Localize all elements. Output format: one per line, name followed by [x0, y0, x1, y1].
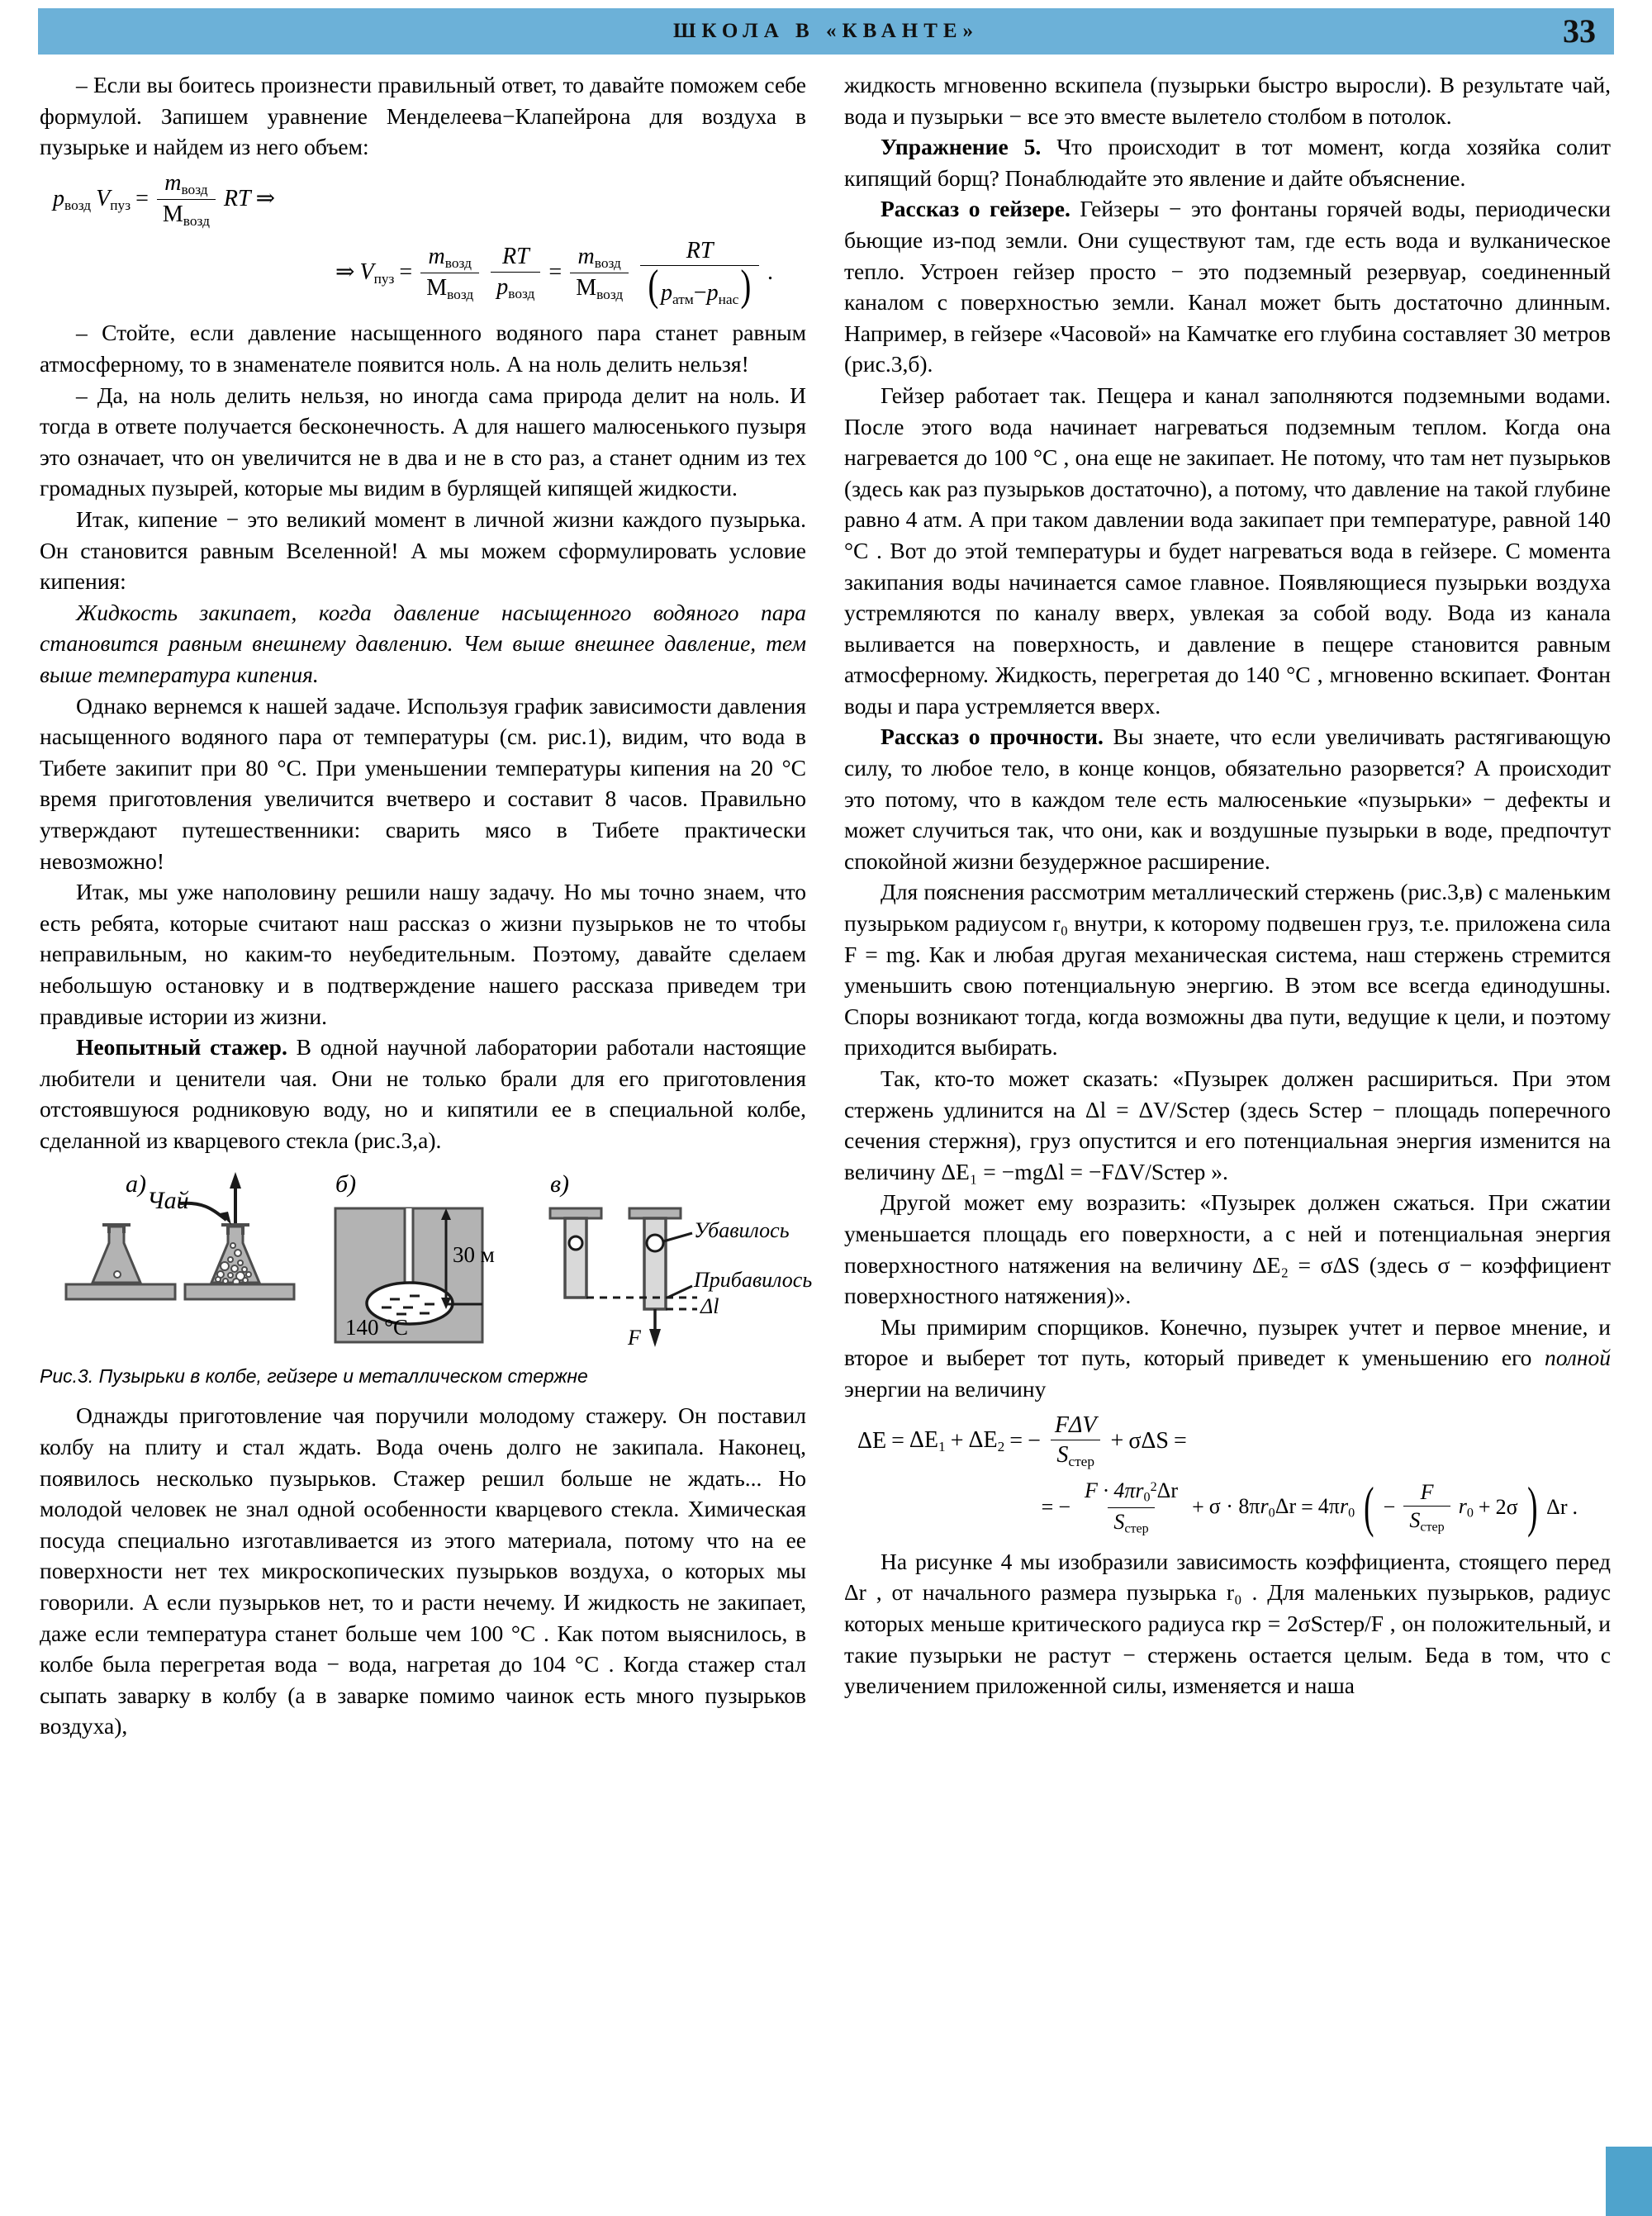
- symbol-S: S: [1409, 1508, 1421, 1533]
- paragraph: Итак, кипение − это великий момент в личной жизни каждого пузырька. Он становится равным Вселенной! А мы можем сформулировать условие кипения:: [40, 506, 806, 595]
- rod-right-mount: [629, 1208, 681, 1218]
- fraction: [1049, 1413, 1103, 1470]
- rod-right-body: [644, 1218, 666, 1309]
- period: .: [767, 259, 773, 286]
- ubavilos-leader: [663, 1233, 692, 1241]
- implies-arrow: ⇒: [335, 259, 355, 286]
- superscript: 2: [1150, 1480, 1157, 1495]
- symbol-delta-r: Δr: [1156, 1478, 1179, 1503]
- implies-arrow: ⇒: [255, 186, 276, 212]
- text-run: Однако вернемся к нашей задаче. Используя график зависимости давления насыщенного водяного пара от температуры (см. рис.1), видим, что вода в Тибете закипит при: [40, 692, 806, 781]
- subscript: возд: [183, 212, 210, 229]
- rod-left-body: [565, 1218, 586, 1298]
- subscript: 1: [938, 1438, 946, 1454]
- text-run: В одной научной лаборатории работали настоящие любители и ценители чая. Они не только брали для его приготовления отстоявшуюся родниковую воду, но и кипятили ее в специальной колбе, сделанной из кварцевого стекла (рис.3,а).: [40, 1034, 806, 1153]
- symbol-p: p: [53, 185, 64, 211]
- figure-caption: Рис.3. Пузырьки в колбе, гейзере и металлическом стержне: [40, 1365, 588, 1388]
- paragraph: Для пояснения рассмотрим металлический стержень (рис.3,в) с маленьким пузырьком радиусом r₀ внутри, к которому подвешен груз, т.е. приложена сила F = mg. Как и любая другая механическая система, наш стержень стремится уменьшить свою потенциальную энергию. В этом все всегда единодушны. Споры возникают тогда, когда возможны два пути, ведущие к цели, и поэтому приходится выбирать.: [844, 879, 1611, 1061]
- label-force-F: F: [628, 1326, 641, 1350]
- label-delta-l: Δl: [700, 1294, 719, 1319]
- subscript: пуз: [373, 270, 395, 287]
- subscript: 2: [997, 1438, 1005, 1454]
- numerator: FΔV: [1054, 1412, 1097, 1438]
- paragraph: – Стойте, если давление насыщенного водяного пара станет равным атмосферному, то в знаменателе появится ноль. А на ноль делить нельзя!: [40, 320, 806, 377]
- minus-sign: −: [1383, 1495, 1396, 1520]
- fraction: [157, 171, 216, 229]
- formula-energy-expanded: [844, 1476, 1611, 1539]
- plus-sign: +: [1110, 1427, 1124, 1454]
- plus-sign: +: [1192, 1495, 1204, 1520]
- symbol-M: M: [426, 274, 448, 301]
- paren-open: (: [648, 261, 659, 311]
- paragraph: Так, кто-то может сказать: «Пузырек должен расшириться. При этом стержень удлинится на Δl = ΔV/Sстер (здесь Sстер − площадь поперечного сечения стержня), груз опустится и его потенциальная энергия изменится на величину ΔE₁ = −mgΔl = −FΔV/Sстер ».: [844, 1065, 1611, 1184]
- symbol-delta-r: Δr: [1546, 1495, 1568, 1520]
- eruption-arrow-head: [230, 1172, 241, 1189]
- subscript: 0: [1466, 1506, 1474, 1521]
- label-ubavilos: Убавилось: [694, 1218, 790, 1243]
- subscript: 0: [1143, 1490, 1151, 1505]
- rod-left-defect-bubble: [569, 1236, 582, 1250]
- paragraph: жидкость мгновенно вскипела (пузырьки быстро выросли). В результате чай, вода и пузырьки − все это вместе вылетело столбом в потолок.: [844, 72, 1611, 129]
- symbol-deltaE1: ΔE: [909, 1426, 939, 1453]
- page-number: 33: [1563, 12, 1596, 50]
- text-run: Что происходит в тот момент, когда хозяйка солит кипящий борщ? Понаблюдайте это явление и дайте объяснение.: [844, 134, 1612, 191]
- paren-close: ): [740, 261, 752, 311]
- paragraph: [844, 1312, 1611, 1405]
- symbol-delta-r: Δr: [1275, 1493, 1297, 1518]
- equals-sign: =: [548, 259, 563, 286]
- subscript: возд: [594, 254, 621, 271]
- subscript: стер: [1420, 1520, 1445, 1535]
- paragraph: Однажды приготовление чая поручили молодому стажеру. Он поставил колбу на плиту и стал ждать. Вода очень долго не закипала. Наконец, появилось несколько пузырьков. Стажер решил больше не ждать... Но молодой человек не знал одной особенности кварцевого стекла. Химическая посуда специально изготавливается из этого материала, потому что на ее поверхности нет тех микроскопических пузырьков воздуха, о которых мы говорили. А если пузырьков нет, то и расти нечему. И жидкость не закипает, даже если температура станет больше чем 100 °C . Как потом выяснилось, в колбе была перегретая вода − вода, нагретая до 104 °C . Когда стажер стал сыпать заварку в колбу (а в заварке помимо чаинок есть много пузырьков воздуха),: [40, 1402, 806, 1739]
- numerator: [681, 239, 719, 266]
- symbol-p: p: [660, 280, 672, 306]
- numerator: [1079, 1479, 1184, 1507]
- symbol-M: M: [162, 201, 183, 227]
- text-run: Вы знаете, что если увеличивать растягивающую силу, то любое тело, в конце концов, обязательно разорвется? А происходит это потому, что в каждом теле есть малюсенькие «пузырьки» − дефекты и может случиться так, что они, как и воздушные пузырьки в воде, предпочтут спокойной жизни безудержное расширение.: [844, 724, 1611, 874]
- equals-sign: =: [399, 259, 413, 286]
- symbol-m: m: [577, 243, 595, 269]
- numerator: [572, 244, 627, 273]
- denominator: [1403, 1506, 1450, 1535]
- left-column: [40, 69, 813, 1742]
- equals-sign: =: [135, 186, 149, 212]
- denominator: [570, 273, 629, 302]
- equals-sign: =: [1174, 1427, 1187, 1454]
- paragraph-geyser-story: [844, 193, 1611, 380]
- pribavilos-leader: [667, 1286, 692, 1298]
- symbol-p: p: [706, 280, 719, 306]
- fraction: [420, 244, 479, 302]
- temperature-value: 80 °C: [245, 754, 301, 781]
- figure-sublabel-v: в): [550, 1170, 570, 1198]
- page-title: ШКОЛА В «КВАНТЕ»: [672, 20, 980, 42]
- symbol-4pi: 4π: [1317, 1493, 1340, 1518]
- denominator: [640, 261, 759, 311]
- geyser-temperature-label: 140 °C: [345, 1315, 409, 1341]
- symbol-deltaE: ΔE: [857, 1427, 887, 1454]
- fraction: [640, 237, 759, 311]
- subscript: стер: [1124, 1521, 1149, 1536]
- denominator: [420, 273, 479, 302]
- symbol-V: V: [96, 185, 111, 211]
- emphasis-polnoy: полной: [1545, 1345, 1611, 1371]
- formula-volume-bubble: [40, 237, 806, 311]
- numerator: [159, 171, 213, 199]
- symbol-sigma-deltaS: σΔS: [1128, 1427, 1169, 1454]
- force-arrow-head: [649, 1329, 661, 1347]
- paragraph: На рисунке 4 мы изобразили зависимость коэффициента, стоящего перед Δr , от начального размера пузырька r₀ . Для маленьких пузырьков, радиус которых меньше критического радиуса rкр = 2σSстер/F , он положительный, и такие пузырьки не растут − стержень остается целым. Беда в том, что с увеличением приложенной силы, изменяется и наша: [844, 1548, 1611, 1699]
- equals-sign: =: [1301, 1495, 1313, 1520]
- paragraph-exercise-5: [844, 131, 1611, 193]
- denominator: [157, 199, 216, 229]
- figure-sublabel-a: а): [126, 1170, 146, 1198]
- symbol-M: M: [576, 274, 597, 301]
- paragraph-lead-in: Рассказ о прочности.: [881, 724, 1104, 750]
- paragraph: – Да, на ноль делить нельзя, но иногда сама природа делит на ноль. И тогда в ответе получается бесконечность. А для нашего малюсенького пузыря это означает, что он увеличится не в два и не в сто раз, а станет одним из тех громадных пузырей, которые мы видим в бурлящей кипящей жидкости.: [40, 382, 806, 501]
- numerator: F: [1420, 1479, 1434, 1504]
- symbol-r: r: [1135, 1478, 1144, 1503]
- subscript: возд: [447, 286, 474, 302]
- numerator: [423, 244, 477, 273]
- symbol-F-4pi: F · 4π: [1085, 1478, 1136, 1503]
- subscript: 0: [1348, 1506, 1355, 1521]
- equals-sign: =: [1009, 1427, 1023, 1454]
- symbol-V: V: [359, 259, 374, 285]
- fraction: [570, 244, 629, 302]
- exercise-lead-in: Упражнение 5.: [881, 134, 1042, 160]
- rod-right-defect-bubble: [647, 1235, 663, 1251]
- symbol-2sigma: 2σ: [1495, 1495, 1518, 1520]
- symbol-r: r: [1260, 1493, 1269, 1518]
- fraction: [1403, 1481, 1450, 1535]
- paragraph-strength-story: [844, 721, 1611, 876]
- fraction: [1079, 1479, 1184, 1535]
- subscript: пуз: [110, 197, 131, 213]
- paragraph-boiling-condition: Жидкость закипает, когда давление насыщенного водяного пара становится равным внешнему давлению. Чем выше внешнее давление, тем выше температура кипения.: [40, 599, 806, 687]
- paragraph-intern-story: [40, 1032, 806, 1155]
- paragraph: Итак, мы уже наполовину решили нашу задачу. Но мы точно знаем, что есть ребята, которые считают наш рассказ о жизни пузырьков не то чтобы неправильным, но каким-то неубедительным. Поэтому, давайте сделаем небольшую остановку и в подтверждение нашего рассказа приведем три правдивые истории из жизни.: [40, 879, 806, 1029]
- rod-left-mount: [550, 1208, 601, 1218]
- minus-sign: −: [1058, 1495, 1070, 1520]
- subscript: возд: [64, 197, 92, 213]
- bubble: [114, 1271, 121, 1278]
- denominator: [1108, 1507, 1154, 1536]
- paragraph-lead-in: Неопытный стажер.: [76, 1034, 287, 1061]
- subscript: возд: [596, 286, 624, 302]
- paragraph: – Если вы боитесь произнести правильный ответ, то давайте поможем себе формулой. Запишем уравнение Менделеева−Клапейрона для воздуха в пузырьке и найдем из него объем:: [40, 72, 806, 160]
- subscript: стер: [1068, 1454, 1095, 1470]
- subscript: возд: [508, 285, 535, 301]
- label-pribavilos: Прибавилось: [694, 1268, 813, 1293]
- symbol-m: m: [164, 169, 182, 196]
- text-run: Мы примирим спорщиков. Конечно, пузырек учтет и первое мнение, и второе и выберет тот путь, который приведет к уменьшению его: [844, 1313, 1611, 1371]
- geyser-depth-label: 30 м: [453, 1242, 495, 1268]
- subscript: возд: [444, 254, 472, 271]
- symbol-sigma-8pi: σ · 8π: [1208, 1493, 1260, 1518]
- symbol-p: p: [496, 273, 509, 300]
- symbol-RT: RT: [223, 186, 251, 212]
- plus-sign: +: [950, 1427, 964, 1454]
- symbol-RT: RT: [686, 237, 714, 263]
- paragraph-lead-in: Рассказ о гейзере.: [881, 196, 1070, 222]
- symbol-S: S: [1056, 1442, 1069, 1469]
- paragraph: [40, 690, 806, 877]
- minus-sign: −: [693, 280, 707, 306]
- denominator: [491, 272, 540, 301]
- page-corner-tab: [1606, 2147, 1652, 2216]
- formula-energy-change: [844, 1413, 1611, 1470]
- symbol-r: r: [1339, 1493, 1349, 1518]
- subscript: атм: [672, 292, 694, 308]
- subscript: нас: [718, 292, 739, 308]
- numerator: [496, 244, 535, 272]
- symbol-S: S: [1113, 1509, 1125, 1534]
- denominator: [1051, 1440, 1100, 1469]
- text-run: энергии на величину: [844, 1375, 1047, 1402]
- symbol-r: r: [1458, 1493, 1467, 1518]
- paragraph: Другой может ему возразить: «Пузырек должен сжаться. При сжатии уменьшается площадь его поверхности, а с ней и потенциальная энергия поверхностного натяжения на величину ΔE₂ = σΔS (здесь σ − коэффициент поверхностного натяжения)».: [844, 1189, 1611, 1309]
- figure-3: [40, 1167, 813, 1357]
- page-header-band: [38, 8, 1614, 55]
- formula-menedeleev-clapeyron: [40, 171, 806, 229]
- symbol-m: m: [428, 243, 445, 269]
- text-run: . При уменьшении температуры кипения на 20 °C время приготовления увеличится вчетверо и составит 8 часов. Правильно утверждают путешественники: сварить мясо в Тибете практически невозможно!: [40, 754, 806, 874]
- tea-label: Чай: [147, 1187, 189, 1215]
- paragraph: Гейзер работает так. Пещера и канал заполняются подземными водами. После этого вода начинает нагреваться подземным теплом. Когда она нагревается до 100 °C , она еще не закипает. Не потому, что там нет пузырьков (здесь как раз пузырьков достаточно), а потому, что давление на такой глубине равно 4 атм. А при таком давлении вода закипает при температуре, равной 140 °C . Вот до этой температуры и будет нагреваться вода в гейзере. С момента закипания воды начинается самое главное. Появляющиеся пузырьки воздуха устремляются по каналу вверх, увлекая за собой воду. Вода из канала выливается на поверхность, и давление в пещере становится равным атмосферному. Жидкость, перегретая до 140 °C , мгновенно вскипает. Фонтан воды и пара устремляется вверх.: [844, 382, 1611, 719]
- text-run: Гейзеры − это фонтаны горячей воды, периодически бьющие из-под земли. Они существуют там, где есть вода и вулканическое тепло. Устроен гейзер просто − это подземный резервуар, соединенный каналом с поверхностью земли. Канал может быть достаточно длинным. Например, в гейзере «Часовой» на Камчатке его глубина составляет 30 метров (рис.3,б).: [844, 196, 1612, 377]
- right-column: [844, 69, 1611, 1701]
- hotplate-left: [66, 1284, 175, 1299]
- paren-open: (: [1364, 1476, 1374, 1539]
- paren-close: ): [1526, 1476, 1538, 1539]
- plus-sign: +: [1478, 1495, 1491, 1520]
- subscript: 0: [1268, 1506, 1275, 1521]
- subscript: возд: [181, 181, 208, 197]
- figure-sublabel-b: б): [335, 1170, 357, 1198]
- symbol-deltaE2: ΔE: [968, 1426, 998, 1453]
- hotplate-right: [185, 1284, 294, 1299]
- minus-sign: −: [1028, 1427, 1041, 1454]
- symbol-RT: RT: [501, 244, 529, 270]
- fraction: [491, 244, 540, 301]
- equals-sign: =: [891, 1427, 904, 1454]
- period: .: [1572, 1495, 1578, 1520]
- equals-sign: =: [1041, 1495, 1054, 1520]
